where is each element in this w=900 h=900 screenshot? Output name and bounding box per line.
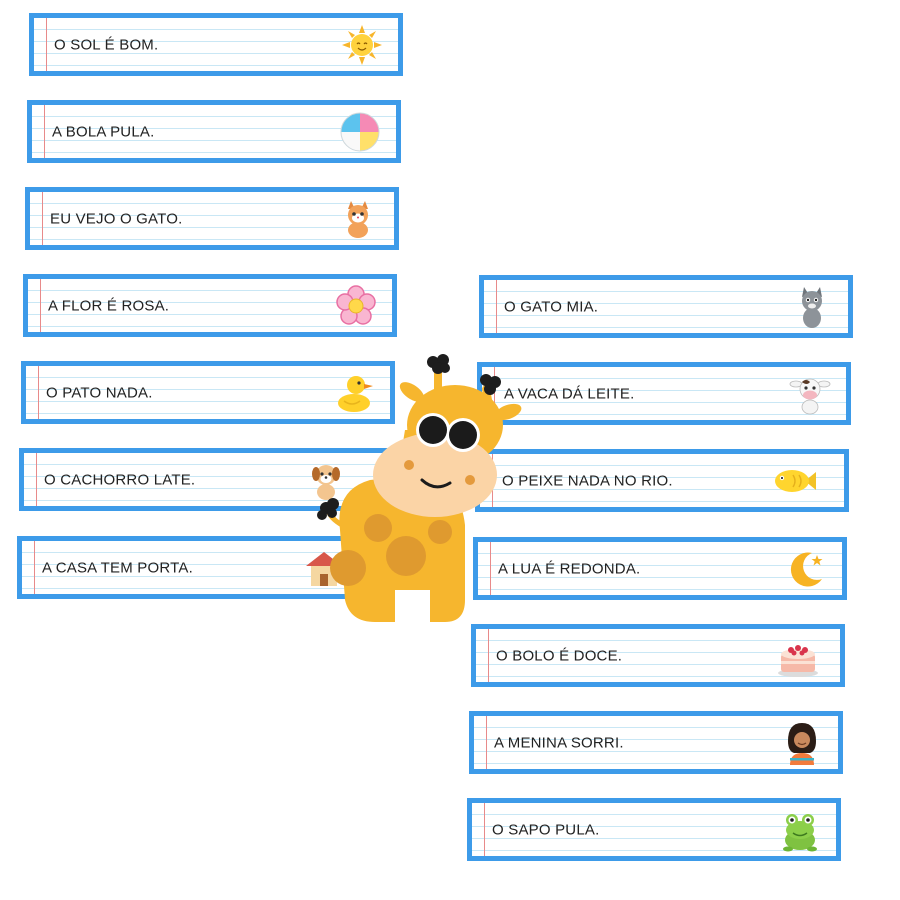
sentence-text: A BOLA PULA. <box>52 123 155 140</box>
frog-icon <box>778 808 822 852</box>
fish-icon <box>760 459 830 503</box>
sentence-card-gato-mia <box>479 275 853 338</box>
margin-line <box>40 279 41 332</box>
sentence-text: O PATO NADA. <box>46 384 153 401</box>
sentence-text: EU VEJO O GATO. <box>50 210 183 227</box>
margin-line <box>486 716 487 769</box>
flower-icon <box>334 284 378 328</box>
sentence-card-bola <box>27 100 401 163</box>
sentence-text: O SOL É BOM. <box>54 36 159 53</box>
sentence-card-menina <box>469 711 843 774</box>
moon-icon <box>784 547 828 591</box>
sun-icon <box>340 23 384 67</box>
margin-line <box>36 453 37 506</box>
sentence-text: O GATO MIA. <box>504 298 599 315</box>
margin-line <box>484 803 485 856</box>
cow-icon <box>788 372 832 416</box>
sentence-card-sapo <box>467 798 841 861</box>
sentence-text: O PEIXE NADA NO RIO. <box>502 472 673 489</box>
sentence-text: A LUA É REDONDA. <box>498 560 641 577</box>
sentence-card-sol <box>29 13 403 76</box>
sentence-text: A VACA DÁ LEITE. <box>504 385 635 402</box>
sentence-text: A CASA TEM PORTA. <box>42 559 193 576</box>
cat-icon <box>790 285 834 329</box>
sentence-card-flor <box>23 274 397 337</box>
margin-line <box>496 280 497 333</box>
sentence-text: A FLOR É ROSA. <box>48 297 170 314</box>
sentence-text: O CACHORRO LATE. <box>44 471 196 488</box>
sentence-card-gato <box>25 187 399 250</box>
margin-line <box>42 192 43 245</box>
margin-line <box>46 18 47 71</box>
margin-line <box>34 541 35 594</box>
ball-icon <box>338 110 382 154</box>
kitten-icon <box>336 197 380 241</box>
girl-icon <box>780 721 824 765</box>
sentence-text: O BOLO É DOCE. <box>496 647 623 664</box>
sentence-text: O SAPO PULA. <box>492 821 600 838</box>
margin-line <box>44 105 45 158</box>
giraffe-illustration <box>300 350 540 640</box>
cake-icon <box>770 634 826 678</box>
sentence-text: A MENINA SORRI. <box>494 734 624 751</box>
margin-line <box>38 366 39 419</box>
